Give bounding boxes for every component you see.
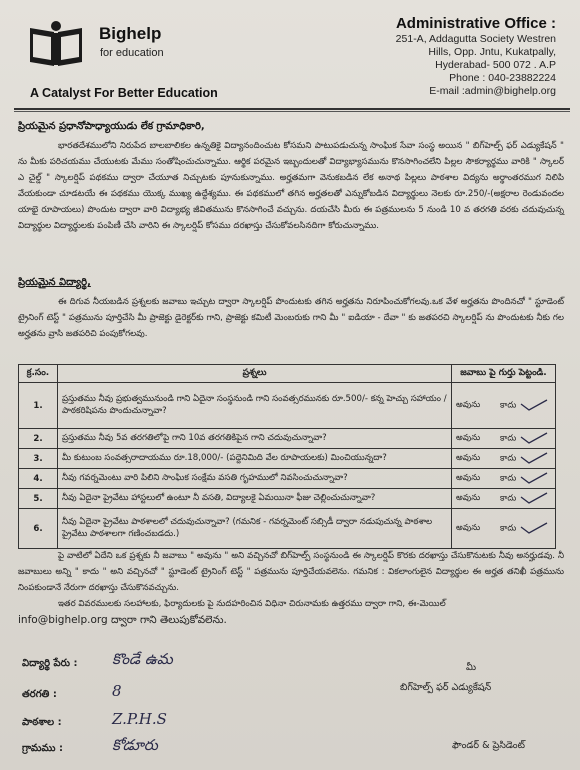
village-label: గ్రామము : — [22, 743, 64, 754]
row-number: 2. — [19, 429, 58, 449]
row-number: 1. — [19, 383, 58, 429]
village-value[interactable]: కోడూరు — [112, 736, 158, 754]
row-question: నీవు ఏదైనా ప్రైవేటు పాఠశాలలో చదువుచున్నావా? (గమనిక - గవర్నమెంట్ సబ్సిడీ ద్వారా నడుపుచున్న పాఠశాల ప్రైవేటు పాఠశాలగా గణించబడదు.) — [58, 509, 452, 549]
answer-yes[interactable]: అవును — [456, 523, 481, 534]
answer-no[interactable]: కాదు — [500, 473, 517, 484]
answer-yes[interactable]: అవును — [456, 493, 481, 504]
signoff-org: బిగ్‌హెల్ప్ ఫర్ ఎడ్యుకేషన్ — [400, 682, 492, 693]
intro-text: భారతదేశములోని నిరుపేద బాలబాలికల ఉన్నతికై విద్యానందించుట కోసమని పాటుపడుచున్న సాంఘిక సేవా సంస్థ అయిన " బిగ్‌హెల్ప్ ఫర్ ఎడ్యుకేషన్ " ను మీకు పరిచయము చేయుటకు మేము సంతోషించుచున్నాము. ఆర్థిక పరమైన ఇబ్బందులతో విద్యాభ్యాసమును కొనసాగించలేని పిల్లల సౌకర్యార్థము వారికి " స్కాలర్ ఎ చైల్డ్ " స్కాలర్షిప్ పథకము ద్వారా చేయూత నిచ్చుటకు పూనుకున్నాము. అర్హతమగా వెనుకబడిన లేక అనాథ పిల్లలు పాఠశాల విద్యను అర్థాంతరముగ నిలిపి వేయకుండా చూడటయే ఈ పథకము యొక్క ముఖ్య ఉద్దేశ్యము. ఈ పథకములో తగిన అర్హతలతో ఎన్నుకోబడిన విద్యార్థులు నెలకు రూ.250/-(అక్షరాల రెండువందల యాభై రూపాయలు) పొందుట ద్వారా వారి విద్యాభ్య జీవితమును కొనసాగించే వచ్చును. దయచేసి మీరు ఈ పత్రములను 5 నుండి 10 వ తరగతి వరకు చదువుచున్న విద్యార్థుల విద్యార్థులకు పంపిణీ చేసి వారిని ఈ స్కాలర్షిప్ కోసము దరఖాస్తు చేసుకోవలసినదిగా కోరుచున్నాము. — [18, 141, 564, 231]
tagline: A Catalyst For Better Education — [30, 86, 218, 100]
header-rule-thin — [14, 111, 570, 112]
answer-cell[interactable] — [452, 449, 556, 469]
bighelp-logo-icon — [28, 20, 84, 70]
class-value[interactable]: 8 — [112, 682, 122, 700]
checkmark-icon — [519, 432, 549, 444]
row-question: మీ కుటుంబ సంవత్సరాదాయము రూ.18,000/- (పద్దెనిమిది వేల రూపాయలకు) మించియున్నదా? — [58, 449, 452, 469]
contact-line-rest: ద్వారా గాని తెలుపుకోవలెను. — [107, 614, 227, 626]
answer-yes[interactable]: అవును — [456, 473, 481, 484]
row-question: ప్రస్తుతము నీవు 5వ తరగతిలోపై గాని 10వ తరగతికిపైన గాని చదువుచున్నావా? — [58, 429, 452, 449]
greeting-headmaster: ప్రియమైన ప్రధానోపాధ్యాయుడు లేక గ్రామాధికారి, — [18, 121, 205, 132]
student-name-label: విద్యార్థి పేరు : — [22, 658, 78, 669]
table-row — [19, 429, 556, 449]
table-row — [19, 449, 556, 469]
row-question: ప్రస్తుతము నీవు ప్రభుత్వమునుండి గాని ఏదైనా సంస్థనుండి గాని సంవత్సరమునకు రూ.500/- కన్న హెచ్చు సహాయం / పాఠకరిషిపను పొందుచున్నావా? — [58, 383, 452, 429]
answer-cell[interactable] — [452, 489, 556, 509]
row-number: 5. — [19, 489, 58, 509]
answer-cell[interactable] — [452, 383, 556, 429]
col-header-answer: జవాబు పై గుర్తు పెట్టండి. — [452, 365, 556, 383]
answer-no[interactable]: కాదు — [500, 493, 517, 504]
col-header-question: ప్రశ్నలు — [58, 365, 452, 383]
row-number: 4. — [19, 469, 58, 489]
school-value[interactable]: Z.P.H.S — [112, 710, 167, 728]
answer-no[interactable]: కాదు — [500, 400, 517, 411]
checkmark-icon — [519, 452, 549, 464]
table-row — [19, 509, 556, 549]
answer-no[interactable]: కాదు — [500, 453, 517, 464]
disqualification-text: పై వాటిలో ఏదేని ఒక ప్రశ్నకు నీ జవాబు " అవును " అని వచ్చినచో బిగ్‌హెల్ప్ సంస్థనుండి ఈ స్కాలర్షిప్ కొరకు దరఖాస్తు చేసుకొనుటకు నీవు అనర్హుడవు. నీ జవాబులు అన్ని " కాదు " అని వచ్చినచో " స్టూడెంట్ ట్రైనింగ్ టెస్ట్ " పత్రమును పూర్తిచేయవలెను. గమనిక : వికలాంగులైన విద్యార్థుల ఈ అర్హత తనిఖీ పత్రమును నింపకుండానే నేరుగా దరఖాస్తు చేసుకొనవచ్చును. — [18, 551, 564, 593]
greeting-student: ప్రియమైన విద్యార్థి, — [18, 277, 91, 288]
office-line: Hyderabad- 500 072 . A.P — [435, 59, 556, 71]
class-label: తరగతి : — [22, 689, 57, 700]
answer-no[interactable]: కాదు — [500, 433, 517, 444]
intro-paragraph — [18, 138, 564, 234]
student-text: ఈ దిగువ నీయబడిన ప్రశ్నలకు జవాబు ఇచ్చుట ద్వారా స్కాలర్షిప్ పొందుటకు తగిన అర్హతను నిరూపించుకోగలవు.ఒక వేళ అర్హతను పొందినచో " స్టూడెంట్ ట్రైనింగ్ టెస్ట్ " పత్రమును పూర్తిచేసి మీ ప్రాజెక్టు డైరెక్టర్‌కు గాని, ప్రాజెక్టు కమిటీ మెంబరుకు గాని మీ " ఐడియా - దేవా " కు జతపరచి స్కాలర్షిప్ ను పొందుటకు నీకు గల అర్హతను వ్రాసి జతపరిచి పంపుకోగలవు. — [18, 297, 564, 339]
answer-cell[interactable] — [452, 429, 556, 449]
col-header-no: క్ర.సం. — [19, 365, 58, 383]
brand-name: Bighelp — [99, 24, 162, 43]
office-line: Hills, Opp. Jntu, Kukatpally, — [428, 46, 556, 58]
checkmark-icon — [519, 492, 549, 504]
table-row — [19, 489, 556, 509]
brand-subtitle: for education — [100, 47, 164, 59]
table-header-row — [19, 365, 556, 383]
disqualification-paragraph — [18, 548, 564, 596]
row-question: నీవు ఏదైనా ప్రైవేటు హాస్టలులో ఉంటూ నీ వసతి, విద్యాలకై ఏమయినా ఫీజు చెల్లించుచున్నావా? — [58, 489, 452, 509]
row-question: నీవు గవర్నమెంటు వారి పిలిని సాంఘిక సంక్షేమ వసతి గృహములో నివసించుచున్నావా? — [58, 469, 452, 489]
student-paragraph — [18, 294, 564, 342]
table-row — [19, 383, 556, 429]
header-rule — [14, 108, 570, 110]
checkmark-icon — [519, 472, 549, 484]
office-address-block — [396, 14, 556, 98]
office-title: Administrative Office : — [395, 15, 556, 32]
office-email: E-mail :admin@bighelp.org — [429, 85, 556, 97]
answer-yes[interactable]: అవును — [456, 433, 481, 444]
contact-line — [18, 612, 564, 628]
student-name-value[interactable]: కొండే ఉమ — [112, 650, 173, 668]
office-line: 251-A, Addagutta Society Westren — [395, 33, 556, 45]
answer-yes[interactable]: అవును — [456, 453, 481, 464]
row-number: 6. — [19, 509, 58, 549]
eligibility-table — [18, 364, 556, 549]
answer-cell[interactable] — [452, 469, 556, 489]
checkmark-icon — [519, 399, 549, 411]
row-number: 3. — [19, 449, 58, 469]
signoff-your: మీ — [466, 662, 477, 673]
contact-email-link[interactable]: info@bighelp.org — [18, 614, 108, 626]
answer-cell[interactable] — [452, 509, 556, 549]
answer-no[interactable]: కాదు — [500, 523, 517, 534]
checkmark-icon — [519, 522, 549, 534]
signoff-title: ఫౌండర్ & ప్రెసిడెంట్ — [452, 740, 525, 751]
contact-paragraph — [18, 596, 564, 628]
table-row — [19, 469, 556, 489]
school-label: పాఠశాల : — [22, 717, 62, 728]
answer-yes[interactable]: అవును — [456, 400, 481, 411]
contact-text: ఇతర వివరములకు సలహాలకు, ఫిర్యాదులకు పై నుదహరించిన విధినా చిరునామకు ఉత్తరము ద్వారా గాని, ఈ-మెయిల్ — [58, 599, 446, 609]
office-phone: Phone : 040-23882224 — [449, 72, 556, 84]
